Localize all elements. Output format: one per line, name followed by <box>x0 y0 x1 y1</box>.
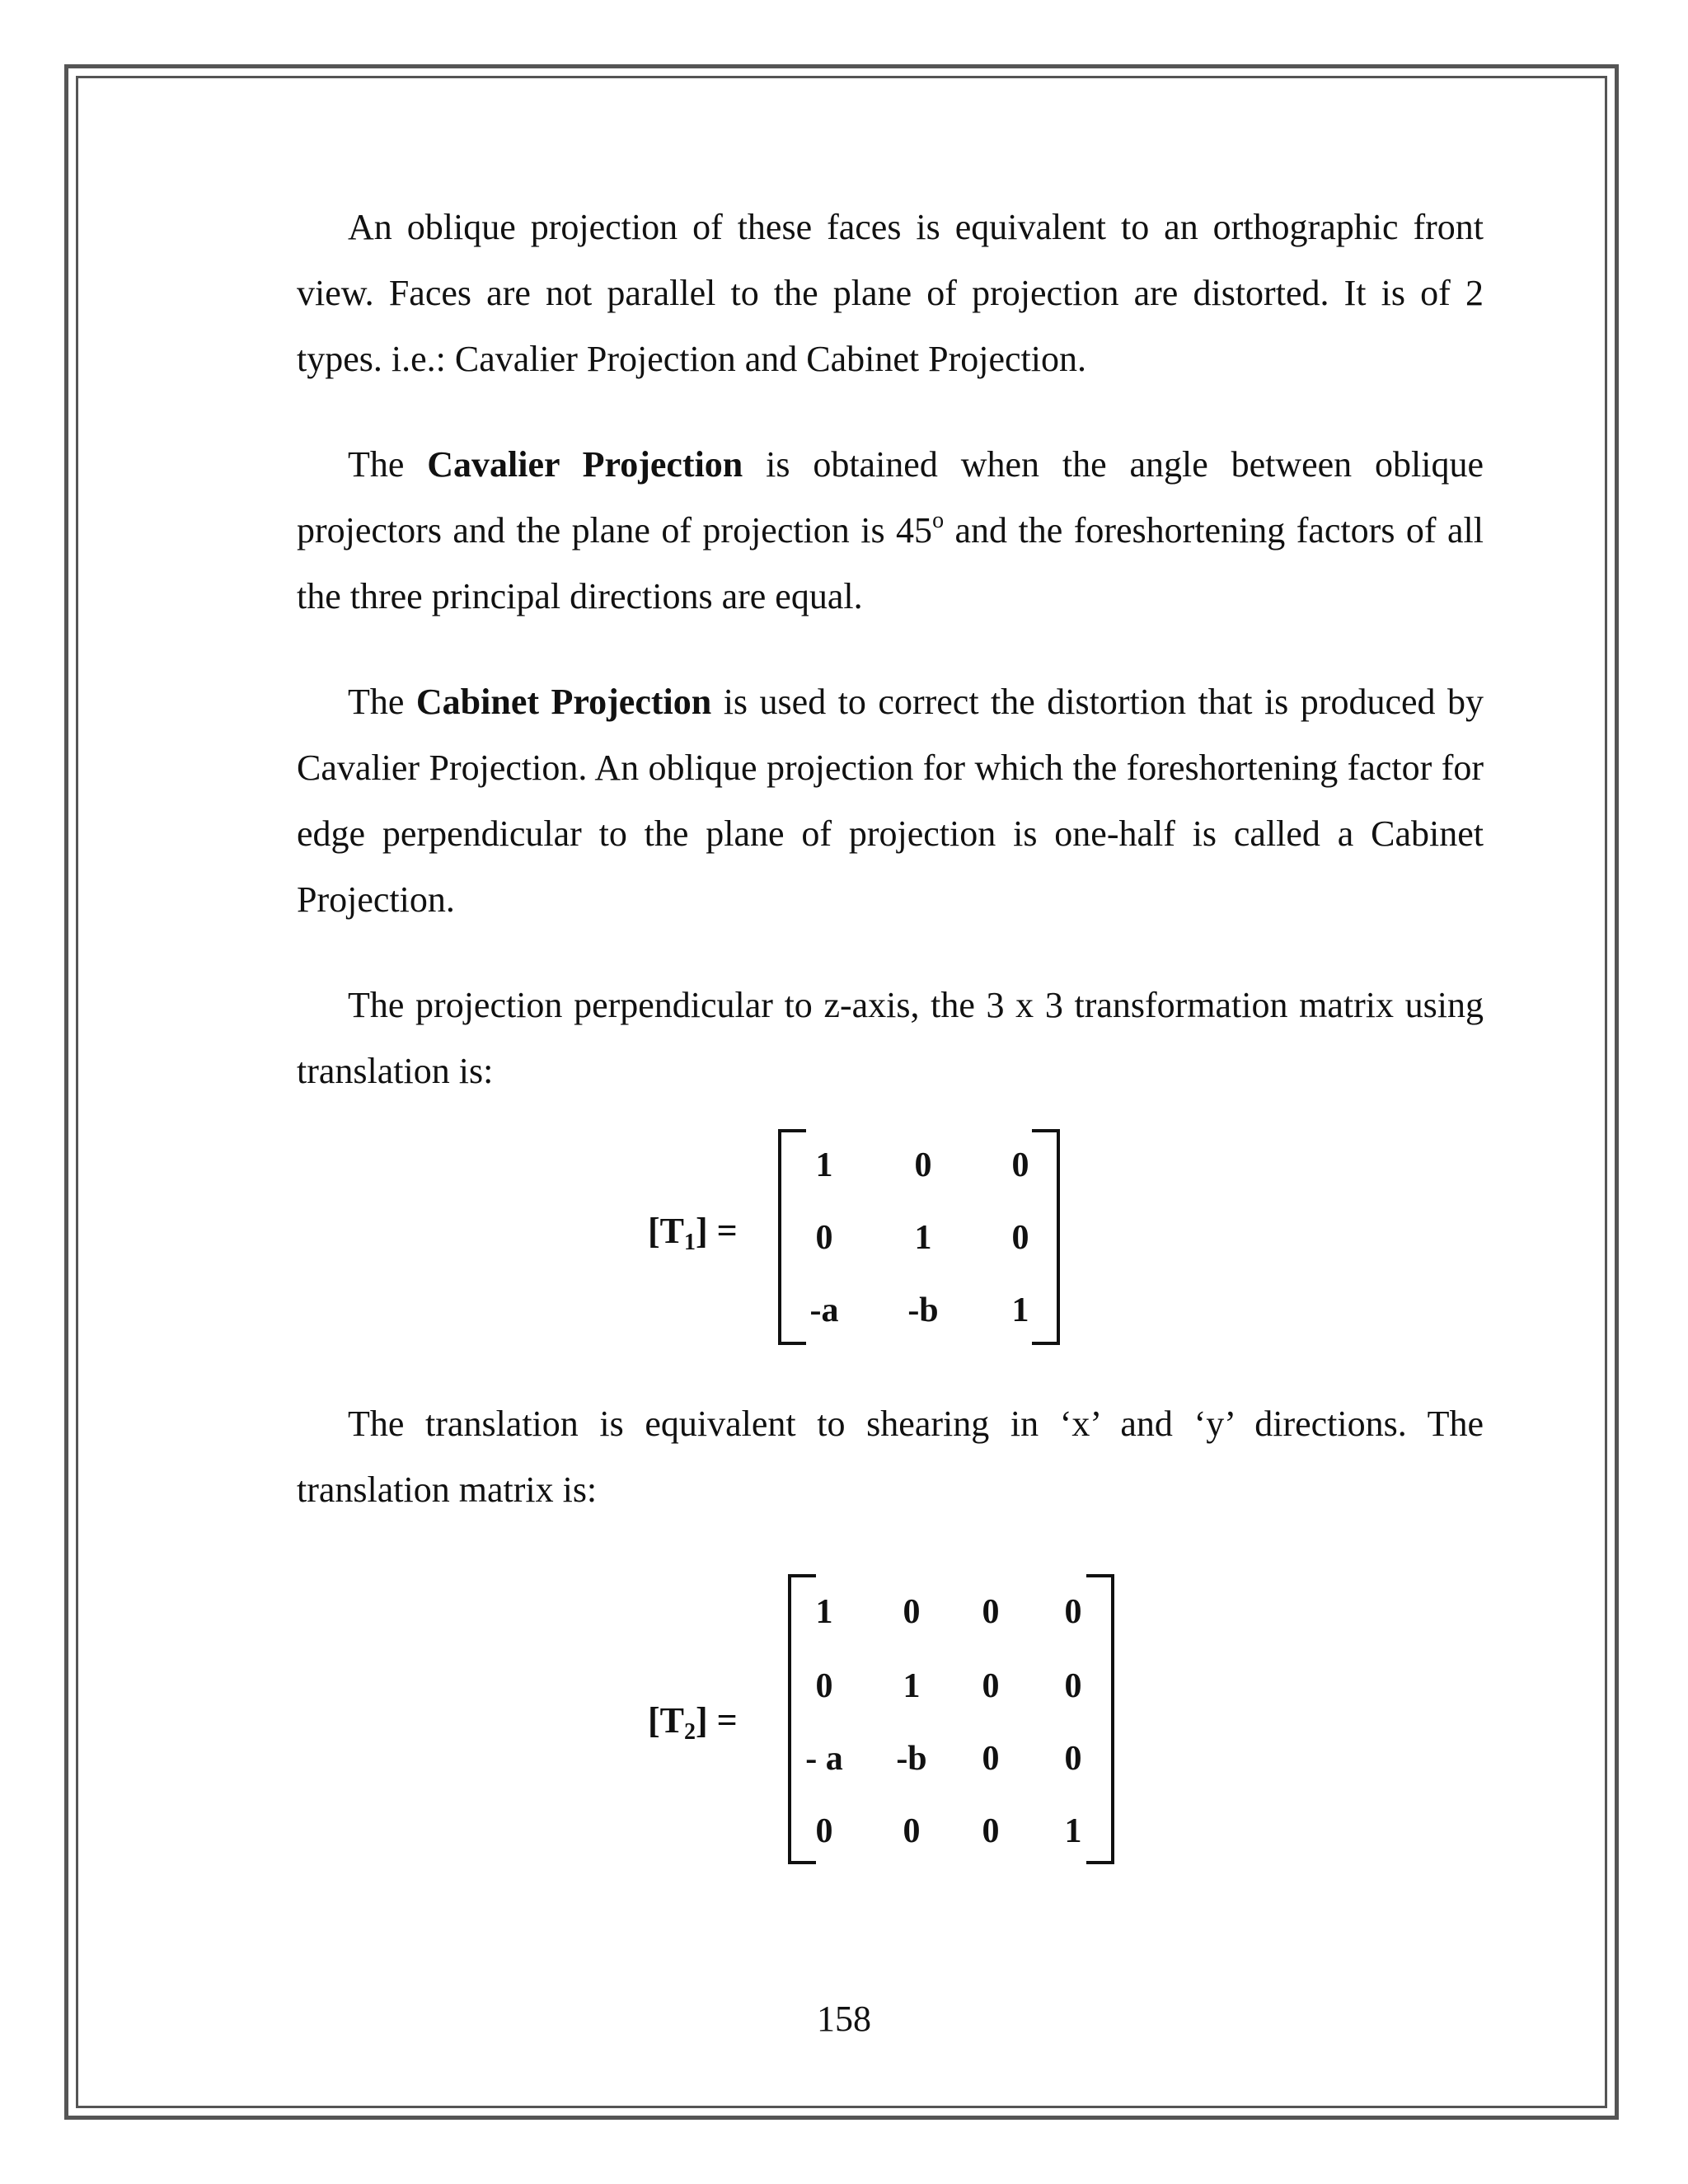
matrix2-cell-r1-c1: 1 <box>815 1593 833 1631</box>
matrix2-cell-r4-c2: 0 <box>903 1812 921 1850</box>
text: is used to correct the distortion that is produced by Cavalier Projection. An oblique projection for which the foreshortening factor for edge perpendicular to the plane of projection is one-half is called a Cabinet Projection. <box>297 682 1484 920</box>
matrix2-cell-r2-c1: 0 <box>815 1667 833 1705</box>
matrix2-cell-r1-c2: 0 <box>903 1593 921 1631</box>
matrix1-cell-r2-c3: 0 <box>1011 1219 1029 1257</box>
paragraph-oblique-projection: An oblique projection of these faces is equivalent to an orthographic front view. Faces are not parallel to the plane of projection are distorted. It is of 2 types. i.e.: Cavalier Projection and Cabinet Projection. <box>297 207 1484 379</box>
matrix1-cell-r2-c2: 1 <box>914 1219 932 1257</box>
matrix2-cell-r1-c3: 0 <box>982 1593 1000 1631</box>
matrix2-cell-r3-c2: -b <box>896 1740 927 1778</box>
matrix2-cell-r4-c1: 0 <box>815 1812 833 1850</box>
matrix2-cell-r4-c4: 1 <box>1064 1812 1082 1850</box>
matrix1-cell-r3-c2: -b <box>907 1291 939 1329</box>
matrix1-cell-r3-c1: -a <box>809 1291 839 1329</box>
text: is obtained when the angle between oblique projectors and the plane of projection is 45 <box>297 444 1484 551</box>
paragraph-cavalier-projection <box>297 432 1484 630</box>
matrix1-cell-r2-c1: 0 <box>815 1219 833 1257</box>
paragraph-cabinet-projection <box>297 669 1484 933</box>
matrix2-cell-r2-c2: 1 <box>903 1667 921 1705</box>
matrix2-cell-r2-c4: 0 <box>1064 1667 1082 1705</box>
degree-superscript: o <box>932 508 945 533</box>
matrix1-label-prefix: [T <box>648 1211 684 1251</box>
matrix1-cell-r3-c3: 1 <box>1011 1291 1029 1329</box>
text: and the foreshortening factors of all the three principal directions are equal. <box>297 510 1484 616</box>
paragraph-translation-matrix-intro: The translation is equivalent to shearing in ‘x’ and ‘y’ directions. The translation matrix is: <box>297 1404 1484 1510</box>
matrix2-cell-r3-c3: 0 <box>982 1740 1000 1778</box>
matrix2-cell-r2-c3: 0 <box>982 1667 1000 1705</box>
matrix1-label-subscript: 1 <box>684 1230 696 1255</box>
matrix2-label-prefix: [T <box>648 1700 684 1741</box>
matrix1-cell-r1-c1: 1 <box>815 1146 833 1184</box>
matrix2-label-subscript: 2 <box>684 1719 696 1745</box>
matrix2-label-suffix: ] = <box>696 1700 738 1741</box>
matrix1-label-suffix: ] = <box>696 1211 738 1251</box>
matrix2-label <box>648 1699 738 1745</box>
matrix2-cell-r3-c1: - a <box>805 1740 843 1778</box>
term-cabinet-projection: Cabinet Projection <box>415 682 712 722</box>
text: The <box>348 682 416 722</box>
matrix2-cell-r3-c4: 0 <box>1064 1740 1082 1778</box>
page-number: 158 <box>817 1999 871 2039</box>
matrix1-cell-r1-c3: 0 <box>1011 1146 1029 1184</box>
matrix1-cell-r1-c2: 0 <box>914 1146 932 1184</box>
text: The <box>348 444 428 485</box>
term-cavalier-projection: Cavalier Projection <box>427 444 743 485</box>
matrix1-label <box>648 1210 738 1255</box>
paragraph-transformation-matrix-intro: The projection perpendicular to z-axis, the 3 x 3 transformation matrix using translation is: <box>297 985 1484 1091</box>
matrix2-cell-r4-c3: 0 <box>982 1812 1000 1850</box>
matrix2-cell-r1-c4: 0 <box>1064 1593 1082 1631</box>
